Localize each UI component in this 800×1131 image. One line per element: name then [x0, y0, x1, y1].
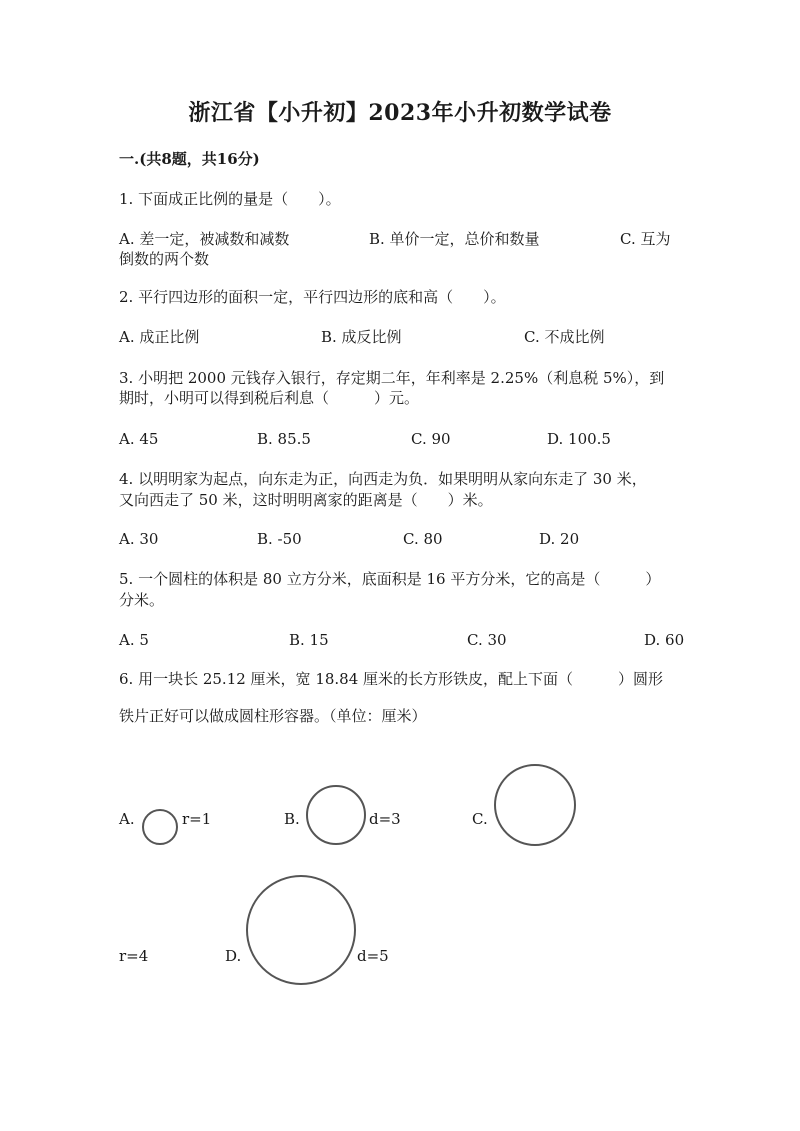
- question-1-option-c-continuation: 倒数的两个数: [119, 250, 210, 268]
- question-1-option-a: A. 差一定，被减数和减数: [119, 230, 290, 248]
- question-5-option-c: C. 30: [467, 631, 507, 649]
- circle-figure-d: [246, 875, 356, 985]
- question-3-option-a: A. 45: [119, 430, 159, 448]
- question-3-option-b: B. 85.5: [257, 430, 311, 448]
- question-6-option-b-label: B.: [284, 810, 300, 828]
- circle-figure-c: [494, 764, 576, 846]
- question-6-option-c-label: C.: [472, 810, 488, 828]
- question-2-option-a: A. 成正比例: [119, 328, 200, 346]
- question-4-option-a: A. 30: [119, 530, 159, 548]
- question-6-stem-line-1: 6. 用一块长 25.12 厘米，宽 18.84 厘米的长方形铁皮，配上下面（ ）圆形: [119, 670, 664, 688]
- question-3-stem-line-2: 期时，小明可以得到税后利息（ ）元。: [119, 389, 420, 407]
- question-6-option-d-label: D.: [225, 947, 242, 965]
- question-6-option-c-value: r=4: [119, 947, 149, 965]
- question-5-option-a: A. 5: [119, 631, 149, 649]
- question-5-option-b: B. 15: [289, 631, 329, 649]
- question-2-option-b: B. 成反比例: [321, 328, 402, 346]
- question-1-option-b: B. 单价一定，总价和数量: [369, 230, 540, 248]
- section-heading: 一.(共8题，共16分): [119, 150, 260, 168]
- question-4-option-c: C. 80: [403, 530, 443, 548]
- question-4-option-b: B. -50: [257, 530, 302, 548]
- question-5-stem-line-1: 5. 一个圆柱的体积是 80 立方分米，底面积是 16 平方分米，它的高是（ ）: [119, 570, 661, 588]
- page-title: 浙江省【小升初】2023年小升初数学试卷: [188, 100, 612, 126]
- question-2-stem: 2. 平行四边形的面积一定，平行四边形的底和高（ ）。: [119, 288, 506, 306]
- question-6-option-b-value: d=3: [369, 810, 401, 828]
- question-3-option-c: C. 90: [411, 430, 451, 448]
- question-4-stem-line-1: 4. 以明明家为起点，向东走为正，向西走为负．如果明明从家向东走了 30 米，: [119, 470, 647, 488]
- question-1-stem: 1. 下面成正比例的量是（ ）。: [119, 190, 341, 208]
- question-3-stem-line-1: 3. 小明把 2000 元钱存入银行，存定期二年，年利率是 2.25%（利息税 5%），到: [119, 369, 665, 387]
- question-4-option-d: D. 20: [539, 530, 580, 548]
- circle-figure-b: [306, 785, 366, 845]
- question-2-option-c: C. 不成比例: [524, 328, 605, 346]
- question-6-option-a-label: A.: [119, 810, 135, 828]
- circle-figure-a: [142, 809, 178, 845]
- question-6-option-d-value: d=5: [357, 947, 389, 965]
- question-1-option-c: C. 互为: [620, 230, 671, 248]
- question-6-stem-line-2: 铁片正好可以做成圆柱形容器。（单位：厘米）: [119, 707, 427, 725]
- question-5-stem-line-2: 分米。: [119, 591, 165, 609]
- question-4-stem-line-2: 又向西走了 50 米，这时明明离家的距离是（ ）米。: [119, 491, 493, 509]
- question-3-option-d: D. 100.5: [547, 430, 611, 448]
- question-6-option-a-value: r=1: [182, 810, 212, 828]
- question-5-option-d: D. 60: [644, 631, 685, 649]
